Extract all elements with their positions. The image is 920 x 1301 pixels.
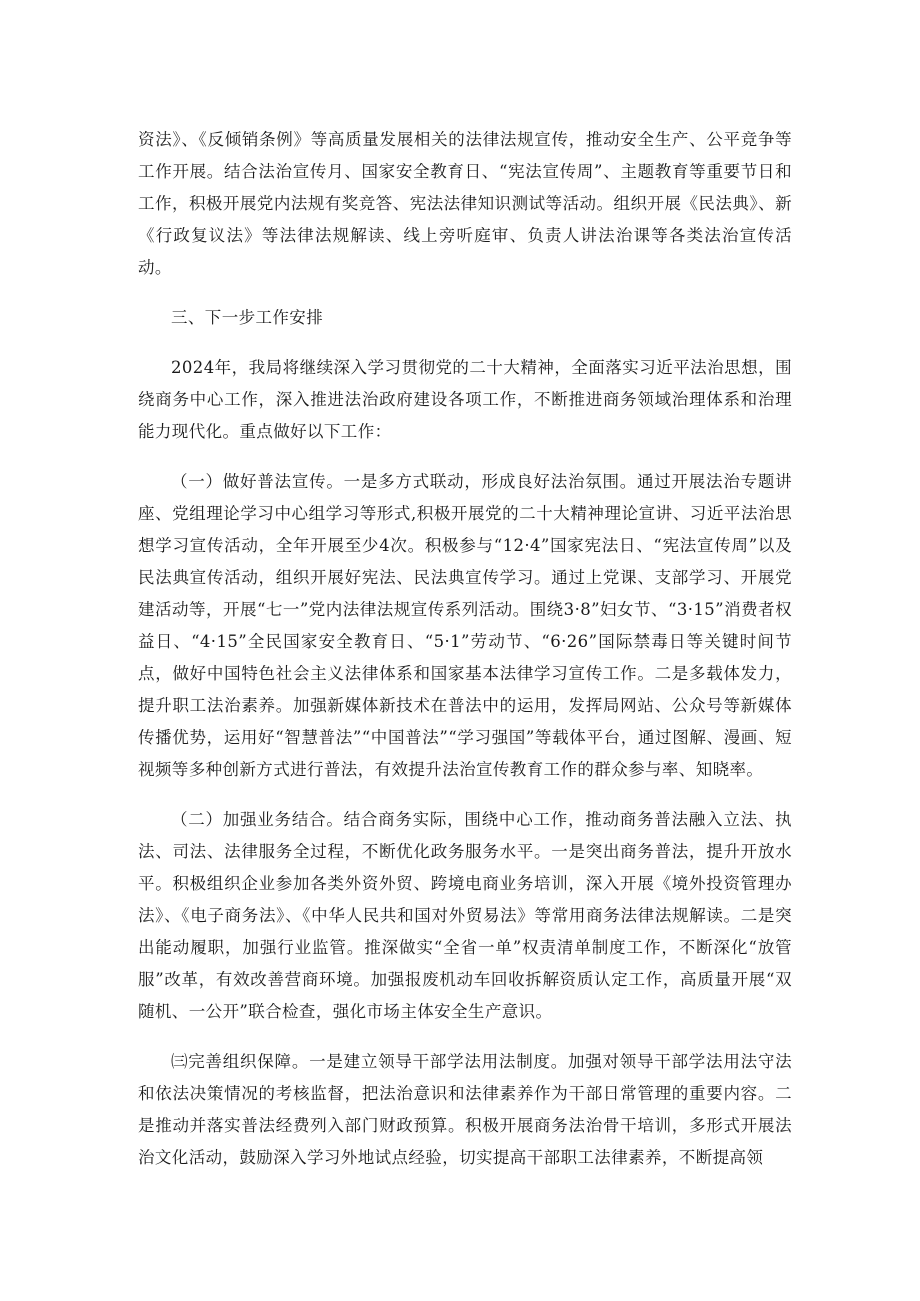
paragraph-intro: 2024年，我局将继续深入学习贯彻党的二十大精神，全面落实习近平法治思想，围绕商务中心工作，深入推进法治政府建设各项工作，不断推进商务领域治理体系和治理能力现代化。重点做好以下工作： [138,358,792,441]
paragraph-continued: 资法》、《反倾销条例》等高质量发展相关的法律法规宣传，推动安全生产、公平竞争等工作开展。结合法治宣传月、国家安全教育日、“宪法宣传周”、主题教育等重要节日和工作，积极开展党内法规有奖竞答、宪法法律知识测试等活动。组织开展《民法典》、新《行政复议法》等法律法规解读、线上旁听庭审、负责人讲法治课等各类法治宣传活动。 [138,130,792,277]
document-body [138,124,792,1192]
section-heading: 三、下一步工作安排 [171,308,324,327]
paragraph-item-2: （二）加强业务结合。结合商务实际，围绕中心工作，推动商务普法融入立法、执法、司法、法律服务全过程，不断优化政务服务水平。一是突出商务普法，提升开放水平。积极组织企业参加各类外资外贸、跨境电商业务培训，深入开展《境外投资管理办法》、《电子商务法》、《中华人民共和国对外贸易法》等常用商务法律法规解读。二是突出能动履职，加强行业监管。推深做实“全省一单”权责清单制度工作，不断深化“放管服”改革，有效改善营商环境。加强报废机动车回收拆解资质认定工作，高质量开展“双随机、一公开”联合检查，强化市场主体安全生产意识。 [138,810,792,1021]
paragraph-item-3: ㈢完善组织保障。一是建立领导干部学法用法制度。加强对领导干部学法用法守法和依法决策情况的考核监督，把法治意识和法律素养作为干部日常管理的重要内容。二是推动并落实普法经费列入部门财政预算。积极开展商务法治骨干培训，多形式开展法治文化活动，鼓励深入学习外地试点经验，切实提高干部职工法律素养，不断提高领 [138,1052,792,1167]
paragraph-item-1: （一）做好普法宣传。一是多方式联动，形成良好法治氛围。通过开展法治专题讲座、党组理论学习中心组学习等形式,积极开展党的二十大精神理论宣讲、习近平法治思想学习宣传活动，全年开展至少4次。积极参与“12·4”国家宪法日、“宪法宣传周”以及民法典宣传活动，组织开展好宪法、民法典宣传学习。通过上党课、支部学习、开展党建活动等，开展“七一”党内法律法规宣传系列活动。围绕3·8”妇女节、“3·15”消费者权益日、“4·15”全民国家安全教育日、“5·1”劳动节、“6·26”国际禁毒日等关键时间节点，做好中国特色社会主义法律体系和国家基本法律学习宣传工作。二是多载体发力，提升职工法治素养。加强新媒体新技术在普法中的运用，发挥局网站、公众号等新媒体传播优势，运用好“智慧普法”“中国普法”“学习强国”等载体平台，通过图解、漫画、短视频等多种创新方式进行普法，有效提升法治宣传教育工作的群众参与率、知晓率。 [138,472,792,779]
